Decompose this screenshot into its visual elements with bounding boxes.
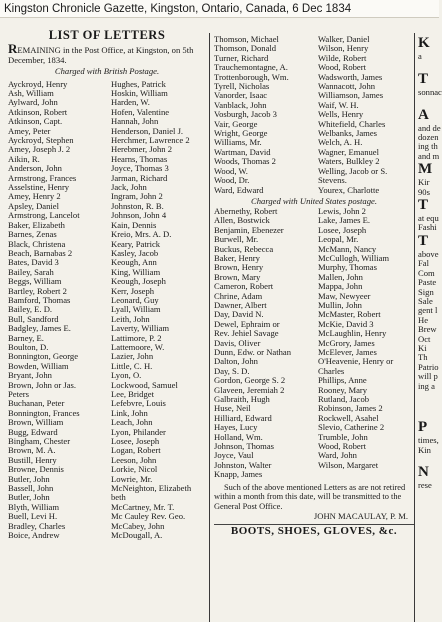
addressee-name: Blyth, William xyxy=(8,501,60,512)
addressee-name: Hughes, Patrick xyxy=(111,78,166,89)
letters-column-middle xyxy=(214,35,414,537)
us-postage-subhead: Charged with United States postage. xyxy=(251,195,377,206)
addressee-name: Trumble, John xyxy=(318,431,368,442)
column-fragment-text: rese xyxy=(418,480,432,491)
addressee-name: Chrine, Adam xyxy=(214,290,263,301)
addressee-name: Thomson, Michael xyxy=(214,34,279,44)
addressee-name: Link, John xyxy=(111,407,148,418)
addressee-name: Aikin, R. xyxy=(8,153,40,164)
addressee-name: Buckus, Rebecca xyxy=(214,243,274,254)
addressee-name: McElever, James xyxy=(318,347,377,357)
addressee-name: Black, Christena xyxy=(8,238,66,249)
addressee-name: Wagner, Emanuel xyxy=(318,146,380,157)
addressee-name: Armstrong, Frances xyxy=(8,172,77,183)
column-fragment-text: Sign xyxy=(418,286,434,297)
column-fragment-text: ing a xyxy=(418,380,435,391)
addressee-name: Wartman, David xyxy=(214,146,271,157)
addressee-name: Barnes, Zenas xyxy=(8,229,57,240)
column-fragment-text: T xyxy=(418,232,429,249)
addressee-name: Bartley, Robert 2 xyxy=(8,285,67,296)
addressee-name: Browne, Dennis xyxy=(8,464,64,475)
letter-list-mid-b xyxy=(214,207,414,480)
addressee-name: Bates, David 3 xyxy=(8,257,59,268)
addressee-name: Brown, Mary xyxy=(214,271,261,282)
list-heading: LIST OF LETTERS xyxy=(48,28,166,42)
addressee-name: Welling, Jacob or S. xyxy=(318,165,388,176)
column-fragment-text xyxy=(418,97,439,106)
addressee-name: Amey, Henry 2 xyxy=(8,191,61,202)
addressee-name: Wilde, Robert xyxy=(318,52,367,63)
addressee-name: Dawner, Albert xyxy=(214,299,267,310)
addressee-name: Glaveen, Jeremiah 2 xyxy=(214,384,285,395)
british-postage-subhead: Charged with British Postage. xyxy=(54,66,160,77)
addressee-name: McMann, Nancy xyxy=(318,243,377,254)
addressee-name: Baker, Elizabeth xyxy=(8,219,65,230)
column-fragment-text: and de xyxy=(418,122,441,133)
addressee-name: Leonard, Guy xyxy=(111,294,159,305)
addressee-name: Atkinson, Robert xyxy=(8,106,68,117)
column-fragment-text: K xyxy=(418,35,430,51)
column-fragment-text: Brew xyxy=(418,324,437,335)
addressee-name: Ward, Edward xyxy=(214,184,264,195)
addressee-name: Buchanan, Peter xyxy=(8,398,65,409)
addressee-name: Vanorder, Isaac xyxy=(214,90,268,101)
letter-row xyxy=(8,381,206,390)
addressee-name: Phillips, Anne xyxy=(318,375,367,386)
addressee-name: O'Heavenie, Henry or xyxy=(318,356,394,367)
addressee-name: Lattimore, P. 2 xyxy=(111,332,162,343)
addressee-name: McCullogh, William xyxy=(318,252,390,263)
addressee-name: Rooney, Mary xyxy=(318,384,368,395)
addressee-name: Badgley, James E. xyxy=(8,323,71,334)
addressee-name: Asselstine, Henry xyxy=(8,182,70,193)
addressee-name: McLaughlin, Henry xyxy=(318,328,387,339)
addressee-name: Kreio, Mrs. A. D. xyxy=(111,229,172,240)
addressee-name: McGrory, James xyxy=(318,337,375,348)
column-fragment-text: above xyxy=(418,248,439,259)
column-fragment-text: Com xyxy=(418,267,435,278)
addressee-name: Logan, Robert xyxy=(111,445,161,456)
addressee-name: Hayes, Lucy xyxy=(214,422,258,433)
addressee-name: Amey, Peter xyxy=(8,125,51,136)
addressee-name: Lowrie, Mr. xyxy=(111,473,153,484)
addressee-name: Lefebvre, Louis xyxy=(111,398,166,409)
addressee-name: Apsley, Daniel xyxy=(8,200,59,211)
addressee-name: Galbraith, Hugh xyxy=(214,394,270,405)
addressee-name: Dunn, Edw. or Nathan xyxy=(214,347,292,357)
addressee-name: Hoskin, William xyxy=(111,88,168,99)
addressee-name: Bugg, Edward xyxy=(8,426,58,437)
addressee-name: Wilson, Henry xyxy=(318,43,369,54)
addressee-name: Keough, Joseph xyxy=(111,276,166,287)
addressee-name: Bailey, E. D. xyxy=(8,304,53,315)
addressee-name: Cameron, Robert xyxy=(214,281,274,292)
addressee-name: Bailey, Sarah xyxy=(8,266,54,277)
addressee-name: Bradley, Charles xyxy=(8,520,66,531)
addressee-name: Wood, Robert xyxy=(318,441,366,452)
addressee-name: Herchmer, Lawrence 2 xyxy=(111,135,190,146)
addressee-name: Wilson, Margaret xyxy=(318,459,379,470)
addressee-name: Henderson, Daniel J. xyxy=(111,125,184,136)
addressee-name: Amey, Joseph J. 2 xyxy=(8,144,71,155)
drop-cap: R xyxy=(8,41,18,56)
addressee-name: Bryant, John xyxy=(8,370,52,381)
postmaster-signature: JOHN MACAULAY, P. M. xyxy=(313,510,408,521)
addressee-name: Anderson, John xyxy=(8,163,62,174)
addressee-name: Day, David N. xyxy=(214,309,264,320)
addressee-name: Brown, John or Jas. xyxy=(8,379,77,390)
column-fragment-text: a xyxy=(418,51,422,61)
addressee-name: Tyrell, Nicholas xyxy=(214,81,270,92)
addressee-name: Robinson, James 2 xyxy=(318,403,383,414)
addressee-name: Leach, John xyxy=(111,417,153,428)
addressee-name: Beggs, William xyxy=(8,276,62,287)
addressee-name: Wells, Henry xyxy=(318,109,364,120)
addressee-name: Beach, Barnabas 2 xyxy=(8,247,73,258)
addressee-name: Laverty, William xyxy=(111,323,170,334)
column-fragment-text xyxy=(418,61,439,70)
addressee-name: Stevens. xyxy=(318,175,347,186)
addressee-name: Harden, W. xyxy=(111,97,150,108)
addressee-name: Bassell, John xyxy=(8,483,54,494)
addressee-name: Lee, Bridget xyxy=(111,389,154,400)
addressee-name: Hannah, John xyxy=(111,116,159,127)
column-fragment-text xyxy=(418,391,439,400)
addressee-name: Charles xyxy=(318,365,345,376)
addressee-name: Lyon, O. xyxy=(111,370,142,381)
addressee-name: Welbanks, James xyxy=(318,128,377,139)
column-fragment-text: T xyxy=(418,197,429,214)
addressee-name: beth xyxy=(111,492,126,503)
addressee-name: Ayckroyd, Stephen xyxy=(8,135,74,146)
addressee-name: Brown, M. A. xyxy=(8,445,56,456)
column-fragment-text: times, xyxy=(418,435,439,446)
column-fragment-text: Kir xyxy=(418,177,430,188)
column-fragment-text: sonnac xyxy=(418,86,442,97)
addressee-name: Trauchemontagne, A. xyxy=(214,62,288,73)
column-fragment-text: M xyxy=(418,161,433,178)
addressee-name: Lazier, John xyxy=(111,351,154,362)
adjacent-column-fragment xyxy=(418,35,442,491)
addressee-name: Armstrong, Lancelot xyxy=(8,210,80,221)
column-fragment-text xyxy=(418,400,439,409)
addressee-name: Rev. Jehiel Savage xyxy=(214,328,279,339)
addressee-name: Butler, John xyxy=(8,492,50,503)
column-rule xyxy=(414,33,415,622)
addressee-name: McCartney, Mr. T. xyxy=(111,501,175,512)
addressee-name: Vanblack, John xyxy=(214,99,267,110)
addressee-name: Allen, Bostwick xyxy=(214,215,270,226)
addressee-name: Leopal, Mr. xyxy=(318,234,359,245)
column-fragment-text: dozen xyxy=(418,132,439,143)
addressee-name: Wannacott, John xyxy=(318,81,376,92)
column-fragment-text: T xyxy=(418,70,429,87)
addressee-name: Boice, Andrew xyxy=(8,530,60,541)
addressee-name: Holland, Wm. xyxy=(214,431,263,442)
addressee-name: Aylward, John xyxy=(8,97,58,108)
addressee-name: Jarman, Richard xyxy=(111,172,168,183)
addressee-name: Dewel, Ephraim or xyxy=(214,318,280,329)
addressee-name: McKie, David 3 xyxy=(318,318,374,329)
addressee-name: Abernethy, Robert xyxy=(214,205,278,216)
addressee-name: Brown, William xyxy=(8,417,64,428)
column-fragment-text: N xyxy=(418,464,429,481)
addressee-name: Wright, George xyxy=(214,128,268,139)
column-rule xyxy=(209,33,210,622)
addressee-name: Davis, Oliver xyxy=(214,337,261,348)
advert-heading: BOOTS, SHOES, GLOVES, &c. xyxy=(230,525,398,538)
addressee-name: Kerr, Joseph xyxy=(111,285,155,296)
addressee-name: Lorkie, Nicol xyxy=(111,464,158,475)
addressee-name: Atkinson, Capt. xyxy=(8,116,63,127)
addressee-name: Turner, Richard xyxy=(214,52,269,63)
list-intro xyxy=(8,41,206,65)
column-fragment-text: Oct xyxy=(418,333,431,344)
column-fragment-text: Paste xyxy=(418,277,437,288)
letter-row xyxy=(8,531,206,540)
column-fragment-text: gent l xyxy=(418,305,438,316)
letter-list-left xyxy=(8,80,206,541)
letter-row xyxy=(214,186,414,195)
addressee-name: Brown, Henry xyxy=(214,262,264,273)
column-fragment-text: Ki xyxy=(418,342,427,353)
addressee-name: Baker, Henry xyxy=(214,252,260,263)
addressee-name: Mappa, John xyxy=(318,281,363,292)
addressee-name: Lake, James E. xyxy=(318,215,371,226)
addressee-name: Huse, Neil xyxy=(214,403,251,414)
addressee-name: Knapp, James xyxy=(214,469,263,480)
column-fragment-text xyxy=(418,410,439,419)
addressee-name: Welch, A. H. xyxy=(318,137,363,148)
addressee-name: Ingram, John 2 xyxy=(111,191,163,202)
addressee-name: Ayckroyd, Henry xyxy=(8,78,68,89)
addressee-name: Leeson, John xyxy=(111,454,157,465)
addressee-name: Wood, Robert xyxy=(318,62,366,73)
column-fragment-text: Th xyxy=(418,352,428,363)
addressee-name: Slevio, Catherine 2 xyxy=(318,422,385,433)
addressee-name: Boulton, D. xyxy=(8,341,49,352)
addressee-name: Lyon, Philander xyxy=(111,426,166,437)
addressee-name: Vair, George xyxy=(214,118,258,129)
column-fragment-text xyxy=(418,455,439,464)
addressee-name: Wood, Dr. xyxy=(214,175,250,186)
column-fragment-text: will p xyxy=(418,371,438,382)
column-fragment-text: Fashi xyxy=(418,222,437,233)
addressee-name: Walker, Daniel xyxy=(318,34,370,44)
column-fragment-text: ing th xyxy=(418,141,438,152)
addressee-name: Johnston, Walter xyxy=(214,459,272,470)
addressee-name: Mallen, John xyxy=(318,271,363,282)
addressee-name: McCabey, John xyxy=(111,520,165,531)
letter-row xyxy=(214,470,414,479)
addressee-name: Joyce, Vaul xyxy=(214,450,254,461)
column-fragment-text: Sale xyxy=(418,295,433,306)
addressee-name: Ash, William xyxy=(8,88,54,99)
addressee-name: Whitefield, Charles xyxy=(318,118,386,129)
addressee-name: Bowden, William xyxy=(8,360,69,371)
column-fragment-text: at equ xyxy=(418,213,439,224)
column-fragment-text: Fal xyxy=(418,258,429,269)
addressee-name: Johnston, R. B. xyxy=(111,200,164,211)
column-fragment-text: and m xyxy=(418,150,440,161)
addressee-name: Bull, Sandford xyxy=(8,313,59,324)
addressee-name: Trottenborough, Wm. xyxy=(214,71,289,82)
column-fragment-text: He xyxy=(418,314,429,325)
addressee-name: Maw, Newyeer xyxy=(318,290,371,301)
addressee-name: Ward, John xyxy=(318,450,357,461)
addressee-name: Barney, E. xyxy=(8,332,44,343)
addressee-name: McNeighton, Elizabeth xyxy=(111,483,192,494)
addressee-name: Vosburgh, Jacob 3 xyxy=(214,109,277,120)
addressee-name: Murphy, Thomas xyxy=(318,262,377,273)
addressee-name: Lyall, William xyxy=(111,304,161,315)
addressee-name: McDougall, A. xyxy=(111,530,163,541)
masthead: Kingston Chronicle Gazette, Kingston, Ontario, Canada, 6 Dec 1834 xyxy=(0,0,439,18)
addressee-name: Kain, Dennis xyxy=(111,219,157,230)
intro-text: EMAINING in the Post Office, at Kingston, on 5th December, 1834. xyxy=(8,45,194,65)
addressee-name: Johnson, John 4 xyxy=(111,210,167,221)
letters-column-left xyxy=(8,26,206,541)
addressee-name: Buell, Levi H. xyxy=(8,511,58,522)
addressee-name: Thomson, Donald xyxy=(214,43,277,54)
addressee-name: Hilliard, Edward xyxy=(214,412,272,423)
addressee-name: Rutland, Jacob xyxy=(318,394,370,405)
addressee-name: McMaster, Robert xyxy=(318,309,381,320)
addressee-name: Losee, Joseph xyxy=(318,224,367,235)
newspaper-page xyxy=(0,19,442,622)
addressee-name: Wadsworth, James xyxy=(318,71,383,82)
addressee-name: Keough, Ann xyxy=(111,257,157,268)
addressee-name: Losee, Joseph xyxy=(111,436,160,447)
addressee-name: Butler, John xyxy=(8,473,50,484)
addressee-name: Williamson, James xyxy=(318,90,384,101)
addressee-name: Herebmer, John 2 xyxy=(111,144,172,155)
addressee-name: Wood, W. xyxy=(214,165,248,176)
addressee-name: Joyce, Thomas 3 xyxy=(111,163,169,174)
column-fragment-text: Kin xyxy=(418,444,431,455)
addressee-name: Mc Cauley Rev. Geo. xyxy=(111,511,186,522)
addressee-name: Mullin, John xyxy=(318,299,362,310)
addressee-name: Dalton, John xyxy=(214,356,258,367)
addressee-name: Williams, Mr. xyxy=(214,137,262,148)
letter-list-mid-a xyxy=(214,35,414,195)
addressee-name: Hofen, Valentine xyxy=(111,106,170,117)
addressee-name: Jack, John xyxy=(111,182,147,193)
addressee-name: Bingham, Chester xyxy=(8,436,71,447)
addressee-name: Kasley, Jacob xyxy=(111,247,159,258)
addressee-name: Gordon, George S. 2 xyxy=(214,375,286,386)
addressee-name: Lattemoore, W. xyxy=(111,341,165,352)
column-fragment-text: P xyxy=(418,419,428,436)
notice-footnote: Such of the above mentioned Letters as are not retired within a month from this date, will be transmitted to the General Post Office. xyxy=(214,482,406,511)
addressee-name: Yourex, Charlotte xyxy=(318,184,380,195)
column-fragment-text: Patrio xyxy=(418,361,439,372)
addressee-name: Bonnington, Frances xyxy=(8,407,80,418)
addressee-name: Leith, John xyxy=(111,313,150,324)
column-fragment-text: 90s xyxy=(418,186,430,197)
addressee-name: Waters, Bulkley 2 xyxy=(318,156,380,167)
addressee-name: Benjamin, Ebenezer xyxy=(214,224,284,235)
addressee-name: Little, C. H. xyxy=(111,360,153,371)
addressee-name: Woods, Thomas 2 xyxy=(214,156,276,167)
addressee-name: Lockwood, Samuel xyxy=(111,379,178,390)
addressee-name: Lewis, John 2 xyxy=(318,205,366,216)
addressee-name: Bonnington, George xyxy=(8,351,79,362)
addressee-name: Rockwell, Asahel xyxy=(318,412,379,423)
addressee-name xyxy=(314,470,414,479)
addressee-name: Burwell, Mr. xyxy=(214,234,259,245)
addressee-name: Bustill, Henry xyxy=(8,454,57,465)
addressee-name: Peters xyxy=(8,389,30,400)
addressee-name: Day, S. D. xyxy=(214,365,250,376)
addressee-name: King, William xyxy=(111,266,161,277)
addressee-name: Bamford, Thomas xyxy=(8,294,71,305)
addressee-name: Waif, W. H. xyxy=(318,99,359,110)
addressee-name: Johnson, Thomas xyxy=(214,441,275,452)
addressee-name: Hearns, Thomas xyxy=(111,153,168,164)
column-fragment-text: A xyxy=(418,106,429,123)
addressee-name: Keary, Patrick xyxy=(111,238,161,249)
